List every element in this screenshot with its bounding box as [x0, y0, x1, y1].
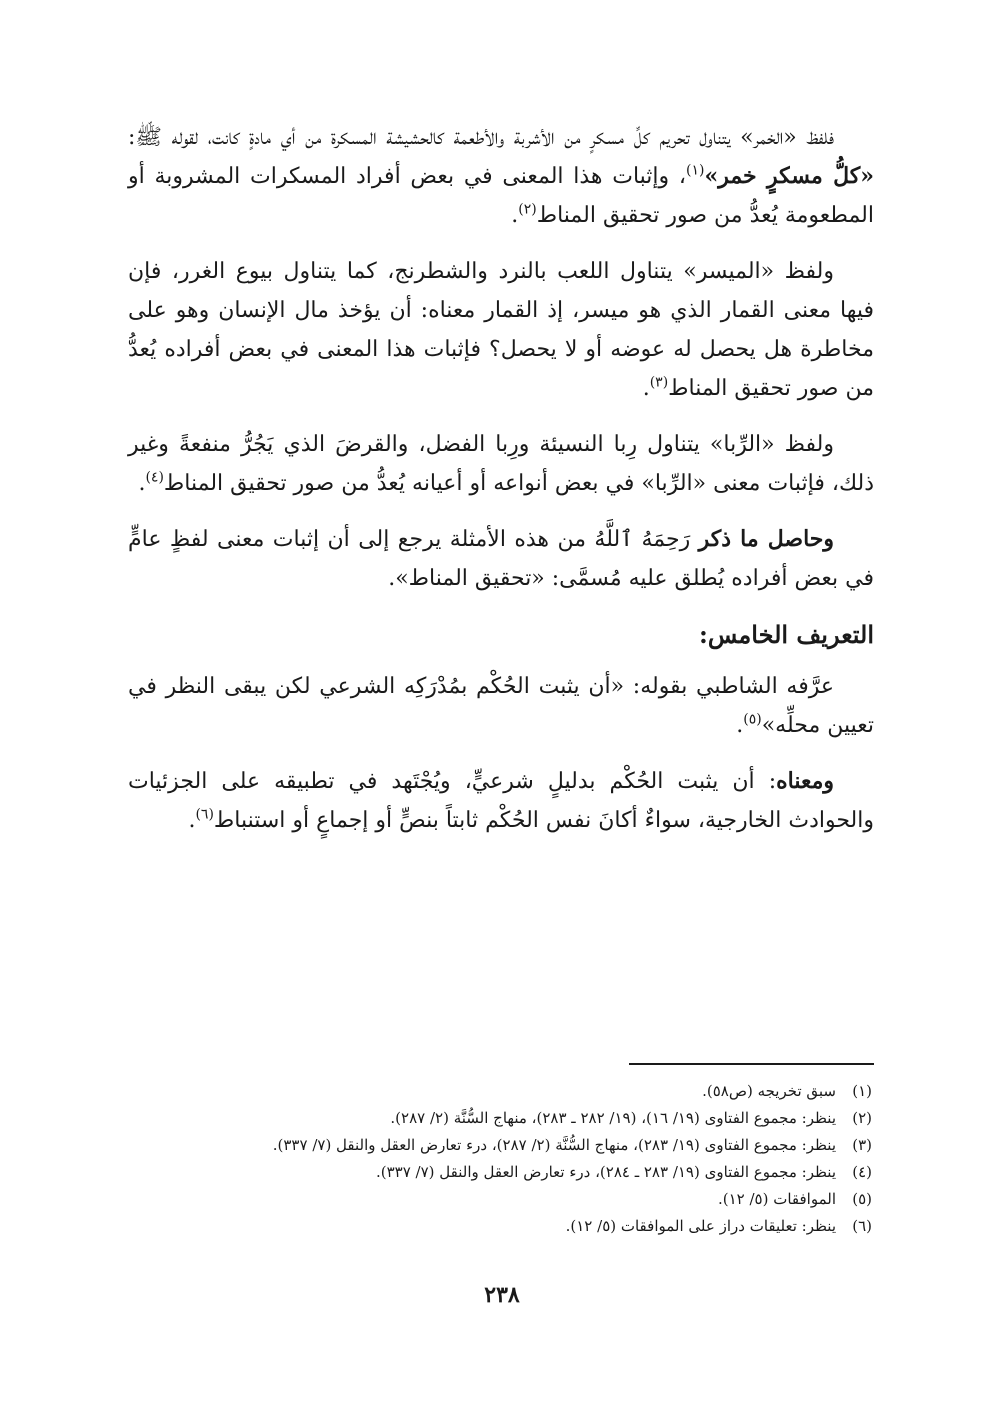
text-segment: فلفظ «الخمر» يتناول تحريم كلِّ مسكرٍ من الأشربة والأطعمة كالحشيشة المسكرة من أي مادةٍ كانت، لقوله ﷺ: — [128, 125, 834, 150]
text-segment: ، وإثبات هذا المعنى في بعض أفراد المسكرات المشروبة أو المطعومة يُعدُّ من صور تحقيق المناط — [128, 164, 874, 228]
text-segment: . — [642, 376, 650, 401]
footnote-text: ينظر: تعليقات دراز على الموافقات (٥/ ١٢). — [565, 1217, 836, 1235]
text-segment: . — [736, 713, 744, 738]
section-heading: التعريف الخامس: — [698, 620, 874, 649]
footnote-ref: (٤) — [145, 469, 164, 486]
bold-text: «كلُّ مسكرٍ خمر» — [704, 163, 875, 189]
page-number: ٢٣٨ — [484, 1282, 520, 1308]
paragraph — [128, 118, 874, 235]
footnote-number: (٣) — [852, 1136, 872, 1154]
footnote-ref: (٢) — [518, 201, 537, 218]
footnote-item — [132, 1213, 872, 1240]
paragraph — [128, 520, 874, 598]
footnote-number: (٦) — [852, 1217, 872, 1235]
paragraph — [128, 425, 874, 503]
footnote-ref: (٥) — [743, 711, 762, 728]
text-segment: . — [188, 808, 196, 833]
footnote-item — [132, 1186, 872, 1213]
footnote-text: ينظر: مجموع الفتاوى (١٩/ ١٦)، (١٩/ ٢٨٢ ـ ٢٨٣)، منهاج السُّنَّة (٢/ ٢٨٧). — [390, 1109, 836, 1127]
footnote-separator — [629, 1063, 874, 1065]
page-body — [128, 118, 874, 857]
footnote-text: ينظر: مجموع الفتاوى (١٩/ ٢٨٣)، منهاج السُّنَّة (٢/ ٢٨٧)، درء تعارض العقل والنقل (٧/ ٣٣٧). — [272, 1136, 836, 1154]
footnote-number: (٢) — [852, 1109, 872, 1127]
footnote-text: ينظر: مجموع الفتاوى (١٩/ ٢٨٣ ـ ٢٨٤)، درء تعارض العقل والنقل (٧/ ٣٣٧). — [375, 1163, 836, 1181]
text-segment: عرَّفه الشاطبي بقوله: «أن يثبت الحُكْم بمُدْرَكِه الشرعي لكن يبقى النظر في تعيين محلِّه» — [128, 674, 874, 738]
paragraph — [128, 762, 874, 840]
footnote-ref: (٦) — [195, 806, 214, 823]
paragraph — [128, 252, 874, 408]
body-text-block-1 — [128, 118, 874, 598]
footnotes — [132, 1078, 872, 1240]
footnote-ref: (٣) — [649, 374, 669, 391]
footnote-text: سبق تخريجه (ص٥٨). — [702, 1082, 836, 1100]
text-segment: . — [511, 203, 519, 228]
footnote-ref: (١) — [685, 162, 705, 179]
footnote-text: الموافقات (٥/ ١٢). — [717, 1190, 836, 1208]
bold-text: وحاصل ما ذكر — [698, 526, 834, 552]
text-segment: ولفظ «الميسر» يتناول اللعب بالنرد والشطرنج، كما يتناول بيوع الغرر، فإن فيها معنى القمار الذي هو ميسر، إذ القمار معناه: أن يؤخذ مال الإنسان وهو على مخاطرة هل يحصل له عوضه أو لا يحصل؟ فإثبات هذا المعنى في بعض أفراده يُعدُّ من صور تحقيق المناط — [128, 259, 874, 401]
footnote-item — [132, 1159, 872, 1186]
footnote-item — [132, 1105, 872, 1132]
footnote-number: (١) — [852, 1082, 872, 1100]
bold-text: ومعناه — [776, 768, 834, 794]
text-segment: رَحِمَهُ ٱللَّهُ من هذه الأمثلة يرجع إلى أن إثبات معنى لفظٍ عامٍّ في بعض أفراده يُطلق عليه مُسمَّى: «تحقيق المناط». — [128, 527, 874, 591]
text-segment: : أن يثبت الحُكْم بدليلٍ شرعيٍّ، ويُجْتَهد في تطبيقه على الجزئيات والحوادث الخارجية، سواءٌ أكانَ نفس الحُكْم ثابتاً بنصٍّ أو إجماعٍ أو استنباط — [128, 769, 874, 833]
text-segment: . — [138, 471, 146, 496]
text-segment: ولفظ «الرِّبا» يتناول رِبا النسيئة ورِبا الفضل، والقرضَ الذي يَجُرُّ منفعةً وغير ذلك، فإثبات معنى «الرِّبا» في بعض أنواعه أو أعيانه يُعدُّ من صور تحقيق المناط — [128, 432, 874, 496]
footnote-number: (٤) — [852, 1163, 872, 1181]
footnote-number: (٥) — [852, 1190, 872, 1208]
footnote-item — [132, 1078, 872, 1105]
paragraph — [128, 667, 874, 745]
footnote-item — [132, 1132, 872, 1159]
body-text-block-2 — [128, 667, 874, 840]
